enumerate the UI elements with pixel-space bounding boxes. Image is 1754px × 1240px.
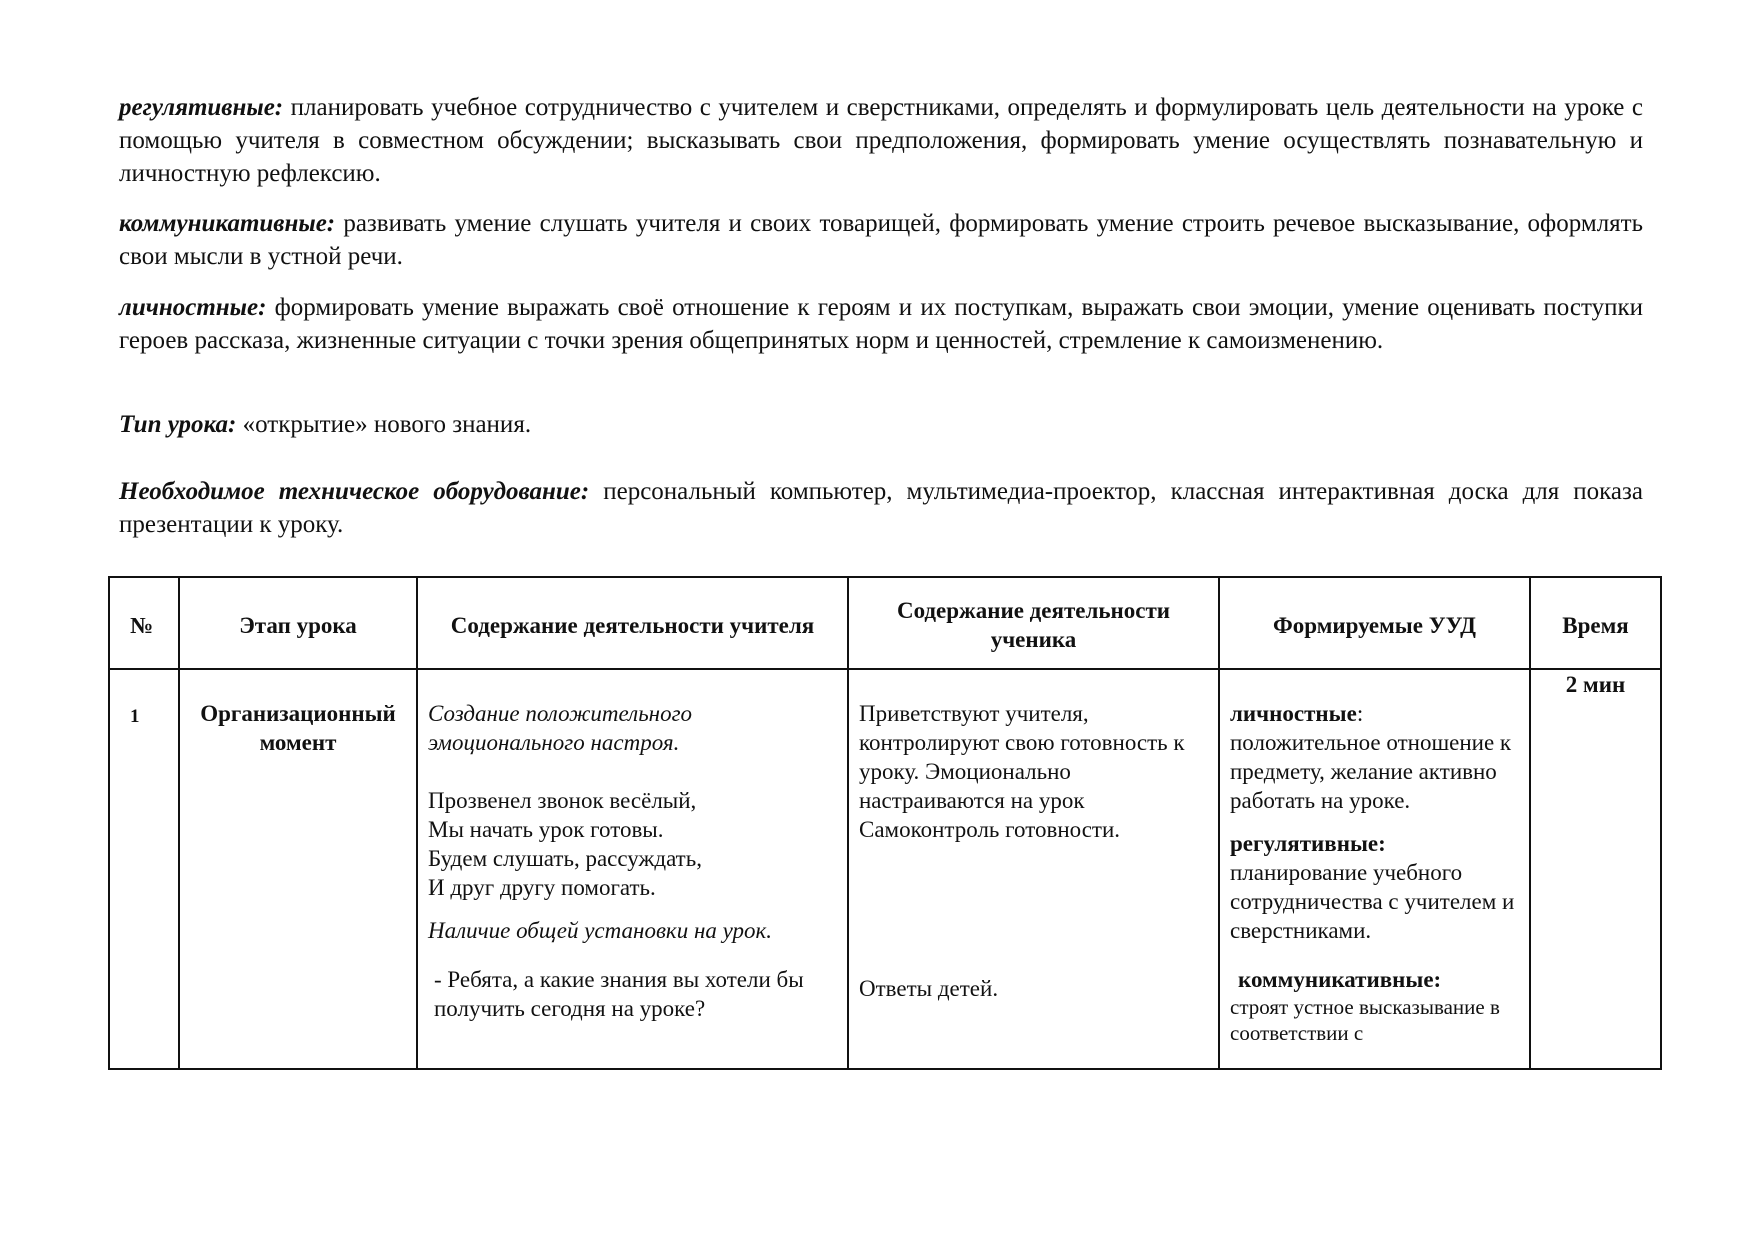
poem-line: Будем слушать, рассуждать, — [428, 846, 702, 871]
poem-line: И друг другу помогать. — [428, 875, 656, 900]
uud-regulative-label: регулятивные: — [1230, 831, 1386, 856]
cell-uud — [1219, 669, 1530, 1069]
table-row — [109, 669, 1661, 1069]
cell-time: 2 мин — [1530, 669, 1661, 1069]
teacher-setup: Наличие общей установки на урок. — [428, 918, 773, 943]
paragraph-lesson-type — [119, 408, 1643, 441]
uud-communicative-label: коммуникативные: — [1238, 967, 1442, 992]
lesson-table — [108, 576, 1662, 1070]
header-num: № — [109, 577, 179, 669]
uud-personal-label: личностные — [1230, 701, 1357, 726]
label-communicative: коммуникативные: — [119, 210, 336, 237]
uud-regulative-text: планирование учебного сотрудничества с учителем и сверстниками. — [1230, 860, 1515, 943]
uud-personal-colon: : — [1356, 701, 1364, 726]
text-regulative: планировать учебное сотрудничество с учителем и сверстниками, определять и формулировать цель деятельности на уроке с помощью учителя в совместном обсуждении; высказывать свои предположения, формировать умение осуществлять познавательную и личностную рефлексию. — [119, 94, 1643, 187]
student-actions: Приветствуют учителя, контролируют свою готовность к уроку. Эмоционально настраиваются на урок Самоконтроль готовности. — [859, 701, 1185, 842]
cell-stage: Организационный момент — [179, 669, 417, 1069]
teacher-question: - Ребята, а какие знания вы хотели бы получить сегодня на уроке? — [434, 967, 804, 1021]
paragraph-regulative — [119, 91, 1643, 190]
poem-line: Прозвенел звонок весёлый, — [428, 788, 697, 813]
table-header-row — [109, 577, 1661, 669]
label-equipment: Необходимое техническое оборудование: — [119, 478, 590, 505]
poem-line: Мы начать урок готовы. — [428, 817, 664, 842]
text-personal: формировать умение выражать своё отношение к героям и их поступкам, выражать свои эмоции, умение оценивать поступки героев рассказа, жизненные ситуации с точки зрения общепринятых норм и ценностей, стремление к самоизменению. — [119, 294, 1643, 354]
cell-student — [848, 669, 1219, 1069]
header-time: Время — [1530, 577, 1661, 669]
label-lesson-type: Тип урока: — [119, 411, 237, 438]
text-communicative: развивать умение слушать учителя и своих товарищей, формировать умение строить речевое высказывание, оформлять свои мысли в устной речи. — [119, 210, 1643, 270]
paragraph-communicative — [119, 207, 1643, 273]
teacher-intro: Создание положительного эмоционального настроя. — [428, 701, 693, 755]
header-stage: Этап урока — [179, 577, 417, 669]
header-student: Содержание деятельности ученика — [848, 577, 1219, 669]
header-teacher: Содержание деятельности учителя — [417, 577, 848, 669]
cell-teacher — [417, 669, 848, 1069]
header-uud: Формируемые УУД — [1219, 577, 1530, 669]
paragraph-personal — [119, 291, 1643, 357]
paragraph-equipment — [119, 475, 1643, 541]
label-regulative: регулятивные: — [119, 94, 284, 121]
uud-personal-text: положительное отношение к предмету, желание активно работать на уроке. — [1230, 730, 1512, 813]
cell-num: 1 — [109, 669, 179, 1069]
label-personal: личностные: — [119, 294, 267, 321]
text-equipment: персональный компьютер, мультимедиа-проектор, классная интерактивная доска для показа презентации к уроку. — [119, 478, 1643, 538]
uud-communicative-text: строят устное высказывание в соответствии с — [1230, 995, 1500, 1045]
text-lesson-type: «открытие» нового знания. — [236, 411, 532, 438]
student-answers: Ответы детей. — [859, 976, 999, 1001]
